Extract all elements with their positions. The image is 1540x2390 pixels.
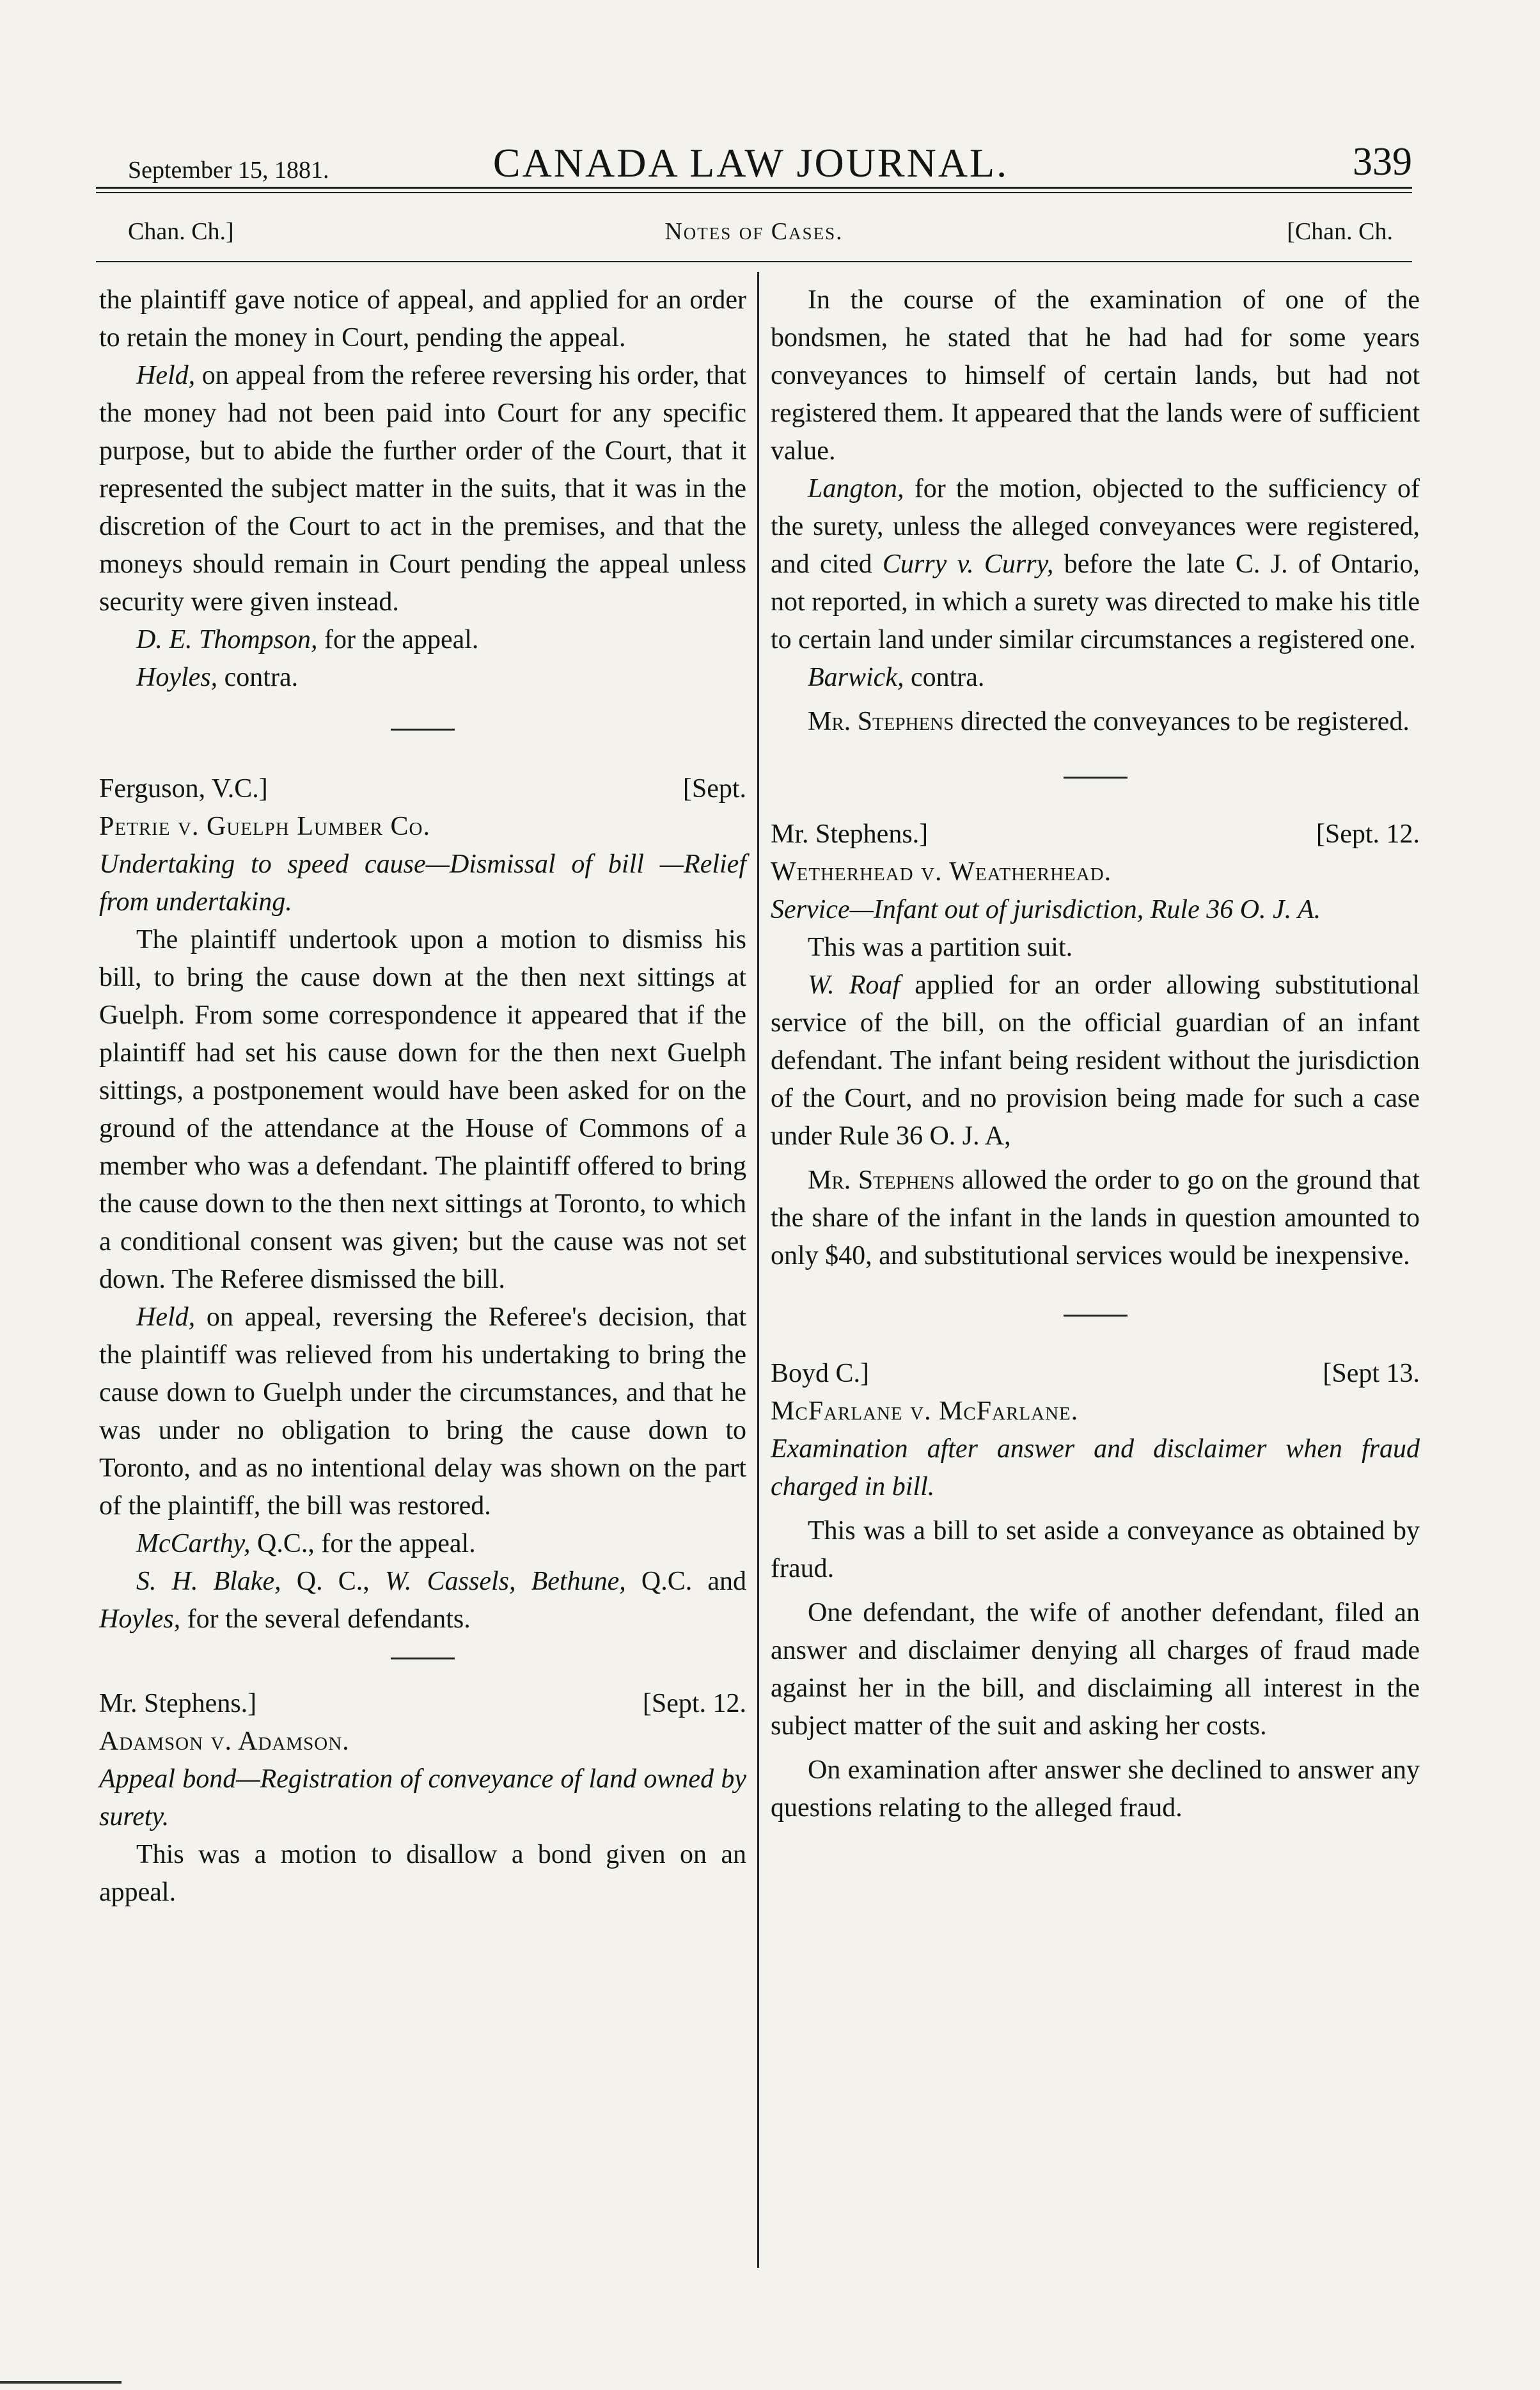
court-left: Chan. Ch.] [128,218,234,245]
court-right: [Chan. Ch. [1287,218,1393,245]
paragraph: Langton, for the motion, objected to the sufficiency of the surety, unless the alleged conveyances were registered, and cited Curry v. Curry, before the late C. J. of Ontario, not reported, in which a surety was directed to make his title to certain land under similar circumstances a registered one. [771,474,1420,654]
paragraph: the plaintiff gave notice of appeal, and applied for an order to retain the money in Court, pending the appeal. [99,285,746,352]
case-title: Petrie v. Guelph Lumber Co. [99,812,430,841]
counsel-line: McCarthy, Q.C., for the appeal. [136,1529,476,1558]
counsel-line: Hoyles, contra. [136,663,299,692]
case-date: [Sept 13. [1323,1359,1420,1388]
case-divider [1064,1315,1128,1317]
case-topic: Service—Infant out of jurisdiction, Rule 36 O. J. A. [771,895,1321,924]
case-topic: Undertaking to speed cause—Dismissal of bill —Relief from undertaking. [99,850,746,917]
journal-title: CANADA LAW JOURNAL. [492,140,1009,186]
paragraph: This was a motion to disallow a bond given on an appeal. [99,1840,746,1907]
judge: Ferguson, V.C.] [99,774,268,803]
case-title: Adamson v. Adamson. [99,1727,350,1756]
paragraph: W. Roaf applied for an order allowing substitutional service of the bill, on the official guardian of an infant defendant. The infant being resident without the jurisdiction of the Court, and no provision being made for such a case under Rule 36 O. J. A, [771,970,1420,1151]
case-date: [Sept. 12. [1316,819,1420,849]
paragraph: This was a partition suit. [808,933,1073,962]
paragraph: In the course of the examination of one of the bondsmen, he stated that he had had for some years conveyances to himself of certain lands, but had not registered them. It appeared that the lands were of sufficient value. [771,285,1420,466]
paragraph: One defendant, the wife of another defendant, filed an answer and disclaimer denying all charges of fraud made against her in the bill, and disclaiming all interest in the subject matter of the suit and asking her costs. [771,1598,1420,1741]
paragraph: On examination after answer she declined to answer any questions relating to the alleged fraud. [771,1755,1420,1823]
footer-rule [0,2381,122,2384]
counsel-line: S. H. Blake, Q. C., W. Cassels, Bethune, Q.C. and Hoyles, for the several defendants. [99,1567,746,1634]
page-number: 339 [1353,140,1412,184]
column-divider [757,272,759,2268]
case-date: [Sept. [682,774,746,803]
issue-date: September 15, 1881. [128,157,329,184]
case-judge-line [771,1355,1420,1393]
case-divider [1064,777,1128,779]
section-header [96,218,1412,249]
paragraph: The plaintiff undertook upon a motion to dismiss his bill, to bring the cause down at the then next sittings at Guelph. From some correspondence it appeared that if the plaintiff had set his cause down for the then next Guelph sittings, a postponement would have been asked for on the ground of the attendance at the House of Commons of a member who was a defendant. The plaintiff offered to bring the cause down to the then next sittings at Toronto, to which a conditional consent was given; but the cause was not set down. The Referee dismissed the bill. [99,925,746,1294]
case-judge-line [99,1685,746,1723]
case-title: Wetherhead v. Weatherhead. [771,857,1112,887]
case-date: [Sept. 12. [642,1689,746,1718]
section-rule [96,261,1412,262]
paragraph: Mr. Stephens allowed the order to go on the ground that the share of the infant in the lands in question amounted to only $40, and substitutional services would be inexpensive. [771,1166,1420,1270]
header-rule [96,187,1412,189]
case-title: McFarlane v. McFarlane. [771,1397,1079,1426]
judge: Mr. Stephens.] [99,1689,257,1718]
paragraph: This was a bill to set aside a conveyance as obtained by fraud. [771,1516,1420,1583]
case-judge-line [99,770,746,808]
judge: Mr. Stephens.] [771,819,929,849]
left-column [99,281,746,1911]
counsel-line: Barwick, contra. [808,663,985,692]
judge: Boyd C.] [771,1359,870,1388]
case-divider [391,729,455,731]
paragraph: Held, on appeal, reversing the Referee's decision, that the plaintiff was relieved from his undertaking to bring the cause down to Guelph under the circumstances, and that he was under no obligation to bring the cause down to Toronto, and as no intentional delay was shown on the part of the plaintiff, the bill was restored. [99,1302,746,1521]
paragraph: Mr. Stephens directed the conveyances to be registered. [808,707,1410,736]
counsel-line: D. E. Thompson, for the appeal. [136,625,479,654]
case-divider [391,1658,455,1659]
paragraph: Held, on appeal from the referee reversing his order, that the money had not been paid into Court for any specific purpose, but to abide the further order of the Court, that it represented the subject matter in the suits, that it was in the discretion of the Court to act in the premises, and that the moneys should remain in Court pending the appeal unless security were given instead. [99,361,746,617]
case-topic: Examination after answer and disclaimer when fraud charged in bill. [771,1434,1420,1501]
right-column [771,281,1420,1827]
section-title: Notes of Cases. [664,218,844,245]
header-rule-double [96,192,1412,193]
running-header [90,134,1412,192]
case-topic: Appeal bond—Registration of conveyance of land owned by surety. [99,1764,746,1832]
case-judge-line [771,816,1420,853]
